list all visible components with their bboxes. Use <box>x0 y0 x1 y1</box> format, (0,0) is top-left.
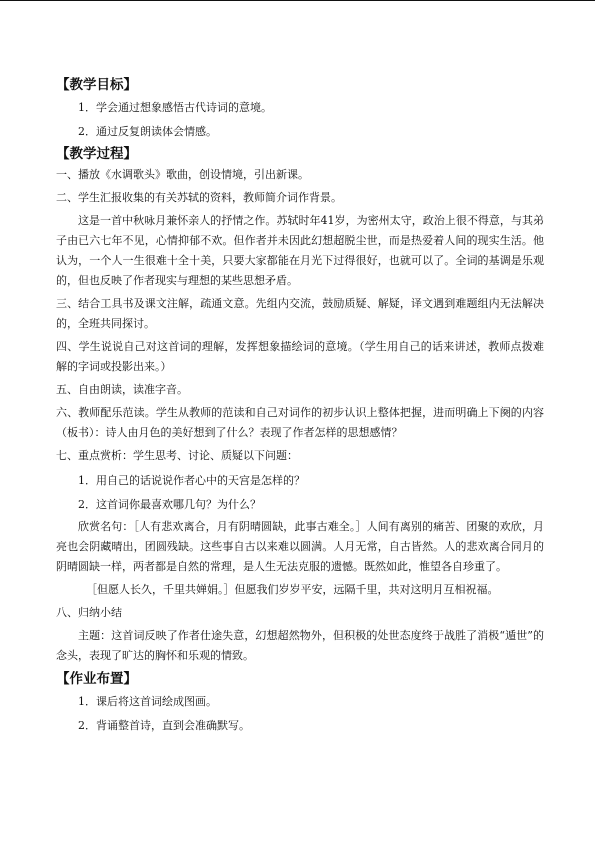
question-2: 2．这首词你最喜欢哪几句？为什么？ <box>78 498 261 511</box>
appreciation-paragraph-2: ［但愿人长久，千里共婵娟。］但愿我们岁岁平安，远隔千里，共对这明月互相祝福。 <box>86 583 499 596</box>
question-1: 1．用自己的话说说作者心中的天宫是怎样的？ <box>78 474 305 487</box>
section-heading-process: 【教学过程】 <box>56 146 137 162</box>
background-paragraph: 这是一首中秋咏月兼怀亲人的抒情之作。苏轼时年41岁，为密州太守，政治上很不得意，与其弟子由已六七年不见，心情抑郁不欢。但作者并未因此幻想超脱尘世，而是热爱着人间的现实生活。他认为，一个人一生很难十全十美，只要大家都能在月光下过得很好，也就可以了。全词的基调是乐观的，但也反映了作者现实与理想的某些思想矛盾。 <box>56 214 544 287</box>
process-step-3: 三、结合工具书及课文注解，疏通文意。先组内交流，鼓励质疑、解疑，译文遇到难题组内无法解决的，全班共同探讨。 <box>56 297 544 330</box>
section-heading-homework: 【作业布置】 <box>56 671 137 687</box>
process-step-8: 八、归纳小结 <box>56 606 122 619</box>
goal-item-2: 2．通过反复朗读体会情感。 <box>78 125 217 138</box>
theme-paragraph: 主题：这首词反映了作者仕途失意，幻想超然物外，但积极的处世态度终于战胜了消极“遁世”的念头，表现了旷达的胸怀和乐观的情致。 <box>56 629 544 662</box>
homework-item-1: 1．课后将这首词绘成图画。 <box>78 695 217 708</box>
homework-item-2: 2．背诵整首诗，直到会准确默写。 <box>78 719 250 732</box>
process-step-7: 七、重点赏析：学生思考、讨论、质疑以下问题： <box>56 449 298 462</box>
process-step-1: 一、播放《水调歌头》歌曲，创设情境，引出新课。 <box>56 168 309 181</box>
process-step-6: 六、教师配乐范读。学生从教师的范读和自己对词作的初步认识上整体把握，进而明确上下阕的内容（板书）：诗人由月色的美好想到了什么？表现了作者怎样的思想感情？ <box>56 406 544 439</box>
appreciation-paragraph-1: 欣赏名句：［人有悲欢离合，月有阴晴圆缺，此事古难全。］人间有离别的痛苦、团聚的欢欣，月亮也会阴藏晴出，团圆残缺。这些事自古以来难以圆满。人月无常，自古皆然。人的悲欢离合同月的阴晴圆缺一样，两者都是自然的常理，是人生无法克服的遗憾。既然如此，惟望各自珍重了。 <box>56 520 544 573</box>
process-step-4: 四、学生说说自己对这首词的理解，发挥想象描绘词的意境。（学生用自己的话来讲述，教师点拨难解的字词或投影出来。） <box>56 340 544 373</box>
section-heading-goals: 【教学目标】 <box>56 77 137 93</box>
process-step-2: 二、学生汇报收集的有关苏轼的资料，教师简介词作背景。 <box>56 191 342 204</box>
top-rule <box>0 0 595 1</box>
lesson-plan-page <box>56 75 544 738</box>
process-step-5: 五、自由朗读，读准字音。 <box>56 383 188 396</box>
goal-item-1: 1．学会通过想象感悟古代诗词的意境。 <box>78 101 272 114</box>
